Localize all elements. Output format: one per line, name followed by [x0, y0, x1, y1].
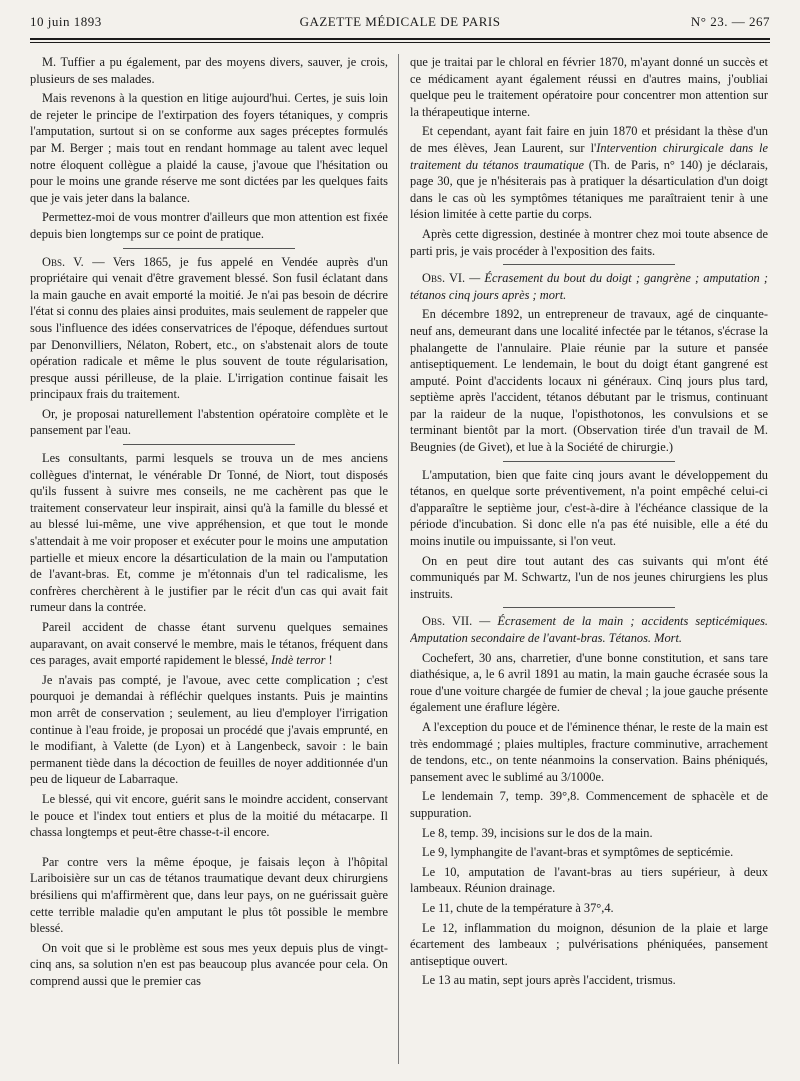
- paragraph: L'amputation, bien que faite cinq jours avant le développement du tétanos, en quelque sorte préventivement, n'a point empêché celui-ci d'apparaître le septième jour, c'est-à-dire à l'échéance classique de la période d'incubation. Si donc elle n'a pas été nuisible, elle a été du moins inutile ou impuissante, si l'on veut.: [410, 467, 768, 549]
- observation-label: Obs. VI.: [422, 271, 466, 286]
- header-journal-title: GAZETTE MÉDICALE DE PARIS: [299, 14, 501, 29]
- paragraph: On voit que si le problème est sous mes yeux depuis plus de vingt-cinq ans, sa solution n'en est pas beaucoup plus avancée pour cela. On comprend aussi que le premier cas: [30, 940, 388, 988]
- paragraph: Le 9, lymphangite de l'avant-bras et symptômes de septicémie.: [422, 845, 734, 860]
- thesis-title: Intervention chirurgicale dans le traitement du tétanos traumatique: [410, 140, 768, 172]
- latin-phrase: Indè terror: [271, 653, 326, 668]
- paragraph: Le blessé, qui vit encore, guérit sans le moindre accident, conservant le pouce et l'index tout entiers et plus de la moitié du métacarpe. Il chassa longtemps et peut-être chasse-t-il encore.: [30, 791, 388, 840]
- paragraph: On en peut dire tout autant des cas suivants qui m'ont été communiqués par M. Schwartz, l'un de nos jeunes chirurgiens les plus instruits.: [410, 553, 768, 601]
- paragraph: Le 10, amputation de l'avant-bras au tiers supérieur, à deux lambeaux. Réunion drainage.: [410, 864, 768, 896]
- paragraph: A l'exception du pouce et de l'éminence thénar, le reste de la main est très endommagé ; plaies multiples, fracture comminutive, arrachement de tendons, etc., on tente néanmoins la conservation. Bains phéniqués, pansement avec le sublimé au 3/1000e.: [410, 719, 768, 784]
- observation-label: Obs. V.: [42, 254, 84, 269]
- section-divider: [123, 444, 295, 445]
- observation-title: — Écrasement du bout du doigt ; gangrène ; amputation ; tétanos cinq jours après ; mort.: [410, 271, 768, 302]
- observation-label: Obs. VII.: [422, 614, 473, 629]
- paragraph: Le 12, inflammation du moignon, désunion de la plaie et large écartement des lambeaux ; pulvérisations phéniquées, pansement antiseptique ouvert.: [410, 920, 768, 968]
- paragraph: [30, 619, 388, 669]
- paragraph: Le 8, temp. 39, incisions sur le dos de la main.: [422, 825, 653, 840]
- paragraph: M. Tuffier a pu également, par des moyens divers, sauver, je crois, plusieurs de ses malades.: [30, 55, 388, 86]
- section-divider: [503, 461, 675, 462]
- header-rule-thin: [30, 42, 770, 43]
- right-column: [410, 54, 768, 1069]
- spacer: [30, 844, 388, 854]
- section-divider: [503, 264, 675, 265]
- paragraph: Cochefert, 30 ans, charretier, d'une bonne constitution, et sans tare diathésique, a, le 6 avril 1891 au matin, la main gauche écrasée sous la roue d'une voiture chargée de fumier de cheval ; la joue gauche présente également une éraflure légère.: [410, 650, 768, 715]
- paragraph-text: Pareil accident de chasse étant survenu quelques semaines auparavant, on avait conservé le membre, mais le tétanos, fréquent dans ces parages, avait emporté rapidement le blessé,: [30, 620, 388, 668]
- running-header: [30, 14, 770, 36]
- paragraph-text: (Th. de Paris, n° 140) je déclarais, page 30, que je n'hésiterais pas à pratiquer la désarticulation d'un doigt dans le cas où les symptômes tétaniques me paraîtraient tenir à une lésion limitée à cette partie du corps.: [410, 157, 768, 222]
- header-issue-page: N° 23. — 267: [690, 14, 770, 29]
- paragraph-text: !: [325, 653, 333, 668]
- paragraph: Les consultants, parmi lesquels se trouva un de mes anciens collègues d'internat, le vénérable Dr Tonné, de Niort, tout disposés qu'ils fussent à suivre mes conseils, ne me cachèrent pas que le traitement conservateur leur inspirait, ainsi qu'à la famille du blessé et au blessé lui-même, une vive appréhension, et que tout le monde s'attendait à me voir proposer et exécuter pour le moins une amputation partielle et mieux encore la désarticulation de la main ou l'amputation de l'avant-bras. Et, comme je m'étonnais d'un tel radicalisme, les confrères cherchèrent à le justifier par le récit d'un cas qui avait fait rumeur dans la contrée.: [30, 451, 388, 615]
- paragraph: [410, 123, 768, 223]
- paragraph: Mais revenons à la question en litige aujourd'hui. Certes, je suis loin de rejeter le principe de l'extirpation des foyers tétaniques, y compris l'amputation, surtout si on se conforme aux sages préceptes formulés par M. Berger ; mais tout en rendant hommage au talent avec lequel notre éloquent collègue a plaidé la cause, j'avoue que l'hésitation ou pour le moins une grande réserve me sont dictées par les quelques faits que je vais jeter dans la balance.: [30, 91, 388, 205]
- paragraph: Par contre vers la même époque, je faisais leçon à l'hôpital Lariboisière sur un cas de tétanos traumatique devant deux chirurgiens brésiliens qui m'affirmèrent que, dans leur pays, on ne guérissait guère cette terrible maladie qu'en amputant le plus tôt possible le membre blessé.: [30, 854, 388, 936]
- paragraph: Je n'avais pas compté, je l'avoue, avec cette complication ; c'est pourquoi je demandai à réfléchir quelques instants. Puis je maintins mon arrêt de conservation ; seulement, au lieu d'employer l'irrigation continue à l'eau froide, je proposai un procédé que j'avais emprunté, en le modifiant, à Valette (de Lyon) et à Langenbeck, savoir : le bain permanent tiède dans la décoction de feuilles de noyer additionnée d'un peu de liqueur de Labarraque.: [30, 672, 388, 787]
- header-rule-thick: [30, 38, 770, 40]
- observation-vi: [410, 270, 768, 303]
- paragraph: En décembre 1892, un entrepreneur de travaux, agé de cinquante-neuf ans, demeurant dans une localité infectée par le tétanos, s'écrase la phalangette de l'annulaire. Plaie réunie par la suture et pansée antiseptiquement. Le lendemain, le bout du doigt étant gangrené est amputé. Point d'accidents locaux ni généraux. Cinq jours plus tard, septième après l'accident, tétanos débutant par le trismus, continuant par la raideur de la nuque, l'opisthotonos, les convulsions et se terminant bientôt par la mort. (Observation tirée d'un travail de M. Beugnies (de Givet), et lue à la Société de chirurgie.): [410, 307, 768, 455]
- paragraph: Après cette digression, destinée à montrer chez moi toute absence de parti pris, je vais procéder à l'exposition des faits.: [410, 226, 768, 258]
- section-divider: [123, 248, 295, 249]
- observation-vii: [410, 613, 768, 646]
- observation-title: — Écrasement de la main ; accidents septicémiques. Amputation secondaire de l'avant-bras. Tétanos. Mort.: [410, 614, 768, 645]
- left-column: [30, 54, 388, 1069]
- paragraph: Or, je proposai naturellement l'abstention opératoire complète et le pansement par l'eau.: [30, 406, 388, 438]
- paragraph: Le lendemain 7, temp. 39°,8. Commencement de sphacèle et de suppuration.: [410, 789, 768, 820]
- header-date: 10 juin 1893: [30, 14, 102, 29]
- paragraph: que je traitai par le chloral en février 1870, m'ayant donné un succès et ce médicament ayant également réussi en d'autres mains, j'oubliai quelque peu le traitement opératoire pour concentrer mon attention sur la thérapeutique interne.: [410, 55, 768, 119]
- observation-v: [30, 254, 388, 403]
- paragraph-text: Et cependant, ayant fait faire en juin 1870 et présidant la thèse d'un de mes élèves, Jean Laurent, sur l': [410, 124, 768, 155]
- column-divider: [398, 54, 399, 1064]
- observation-text: — Vers 1865, je fus appelé en Vendée auprès d'un propriétaire qui venait d'être gravement blessé. Son fusil éclatant dans la main gauche en avait emporté la moitié. Je n'ai pas besoin de décrire l'état si connu des plaies ainsi produites, mais seulement de rappeler que sous l'influence des idées conservatrices de l'époque, défendues surtout par Denonvilliers, Nélaton, Robert, etc., on s'abstenait alors de toute opération radicale et même le plus souvent de toute régularisation, presque aussi périlleuse, de la plaie. L'irrigation continue faisait les principaux frais du traitement.: [30, 254, 388, 402]
- paragraph: Le 13 au matin, sept jours après l'accident, trismus.: [422, 973, 676, 988]
- section-divider: [503, 607, 675, 608]
- paragraph: Le 11, chute de la température à 37°,4.: [422, 900, 614, 915]
- paragraph: Permettez-moi de vous montrer d'ailleurs que mon attention est fixée depuis bien longtemps sur ce point de pratique.: [30, 210, 388, 241]
